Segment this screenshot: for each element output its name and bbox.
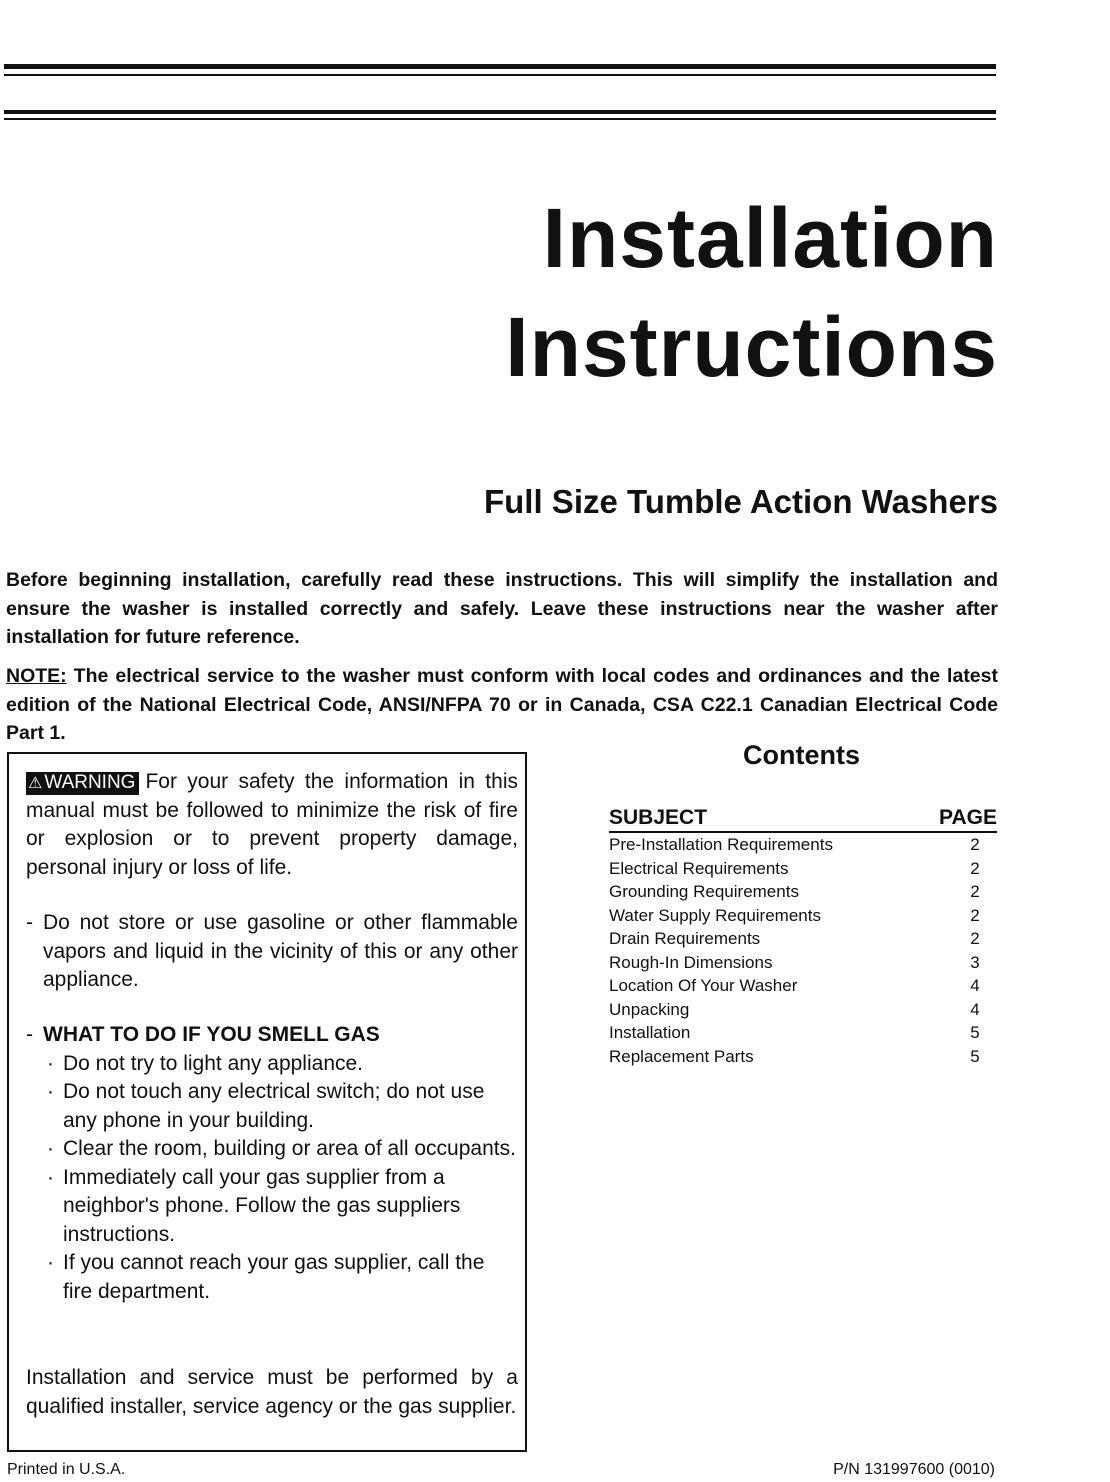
- dash-marker: -: [26, 1023, 33, 1046]
- contents-title: Contents: [743, 740, 860, 770]
- gas-smell-list: [26, 1050, 518, 1307]
- header-rule-lower-thin: [4, 118, 996, 120]
- page-title-line1: Installation: [542, 191, 998, 285]
- table-row: Pre-Installation Requirements 2: [609, 835, 980, 854]
- warning-dash-item: [26, 909, 518, 995]
- dash-marker: -: [26, 911, 33, 934]
- bullet-icon: ·: [47, 1080, 54, 1103]
- header-rule-thin: [4, 74, 996, 76]
- contents-table: [609, 805, 997, 1068]
- intro-paragraph: Before beginning installation, carefully read these instructions. This will simplify the installation and ensure the washer is installed correctly and safely. Leave these instructions near the washer after installation for future reference.: [6, 569, 998, 648]
- table-row: Electrical Requirements 2: [609, 858, 980, 878]
- warning-triangle-icon: ⚠: [28, 775, 43, 792]
- list-item: · Clear the room, building or area of all occupants.: [26, 1135, 518, 1164]
- page-header: PAGE: [939, 806, 997, 829]
- printed-in-footer: Printed in U.S.A.: [7, 1461, 126, 1478]
- gas-smell-heading: WHAT TO DO IF YOU SMELL GAS: [43, 1023, 380, 1046]
- warning-footer: Installation and service must be performed by a qualified installer, service agency or the gas supplier.: [26, 1366, 518, 1418]
- bullet-icon: ·: [47, 1051, 54, 1075]
- bullet-icon: ·: [47, 1251, 54, 1274]
- bullet-icon: ·: [47, 1165, 54, 1189]
- table-row: Drain Requirements 2: [609, 929, 980, 948]
- warning-badge-label: WARNING: [44, 772, 136, 793]
- table-row: Grounding Requirements 2: [609, 882, 980, 901]
- warning-intro: [26, 768, 518, 882]
- subject-header: SUBJECT: [609, 806, 708, 829]
- warning-dash-text: Do not store or use gasoline or other flammable vapors and liquid in the vicinity of this or any other appliance.: [43, 911, 518, 991]
- part-number-footer: P/N 131997600 (0010): [833, 1461, 995, 1478]
- list-item: · Do not touch any electrical switch; do not use any phone in your building.: [47, 1080, 485, 1132]
- list-item: · Immediately call your gas supplier from a neighbor's phone. Follow the gas suppliers instructions.: [47, 1165, 461, 1246]
- note-text: The electrical service to the washer must conform with local codes and ordinances and the latest edition of the National Electrical Code, ANSI/NFPA 70 or in Canada, CSA C22.1 Canadian Electrical Code Part 1.: [6, 665, 998, 744]
- header-rule-lower: [4, 110, 996, 114]
- warning-box: [7, 752, 527, 1452]
- table-row: Unpacking 4: [609, 999, 980, 1019]
- table-row: Location Of Your Washer 4: [609, 976, 980, 995]
- note-paragraph: [6, 662, 998, 748]
- page-title-line2: Instructions: [505, 300, 998, 394]
- note-label: NOTE:: [6, 665, 67, 687]
- table-row: Water Supply Requirements 2: [609, 905, 980, 925]
- table-row: Installation 5: [609, 1023, 980, 1042]
- list-item: · Do not try to light any appliance.: [26, 1050, 518, 1079]
- contents-header-row: [609, 805, 997, 833]
- table-row: Rough-In Dimensions 3: [609, 952, 980, 972]
- list-item: · If you cannot reach your gas supplier, call the fire department.: [47, 1251, 485, 1303]
- table-row: Replacement Parts 5: [609, 1046, 980, 1066]
- bullet-icon: ·: [47, 1137, 54, 1160]
- warning-badge: [26, 772, 139, 795]
- warning-intro-text: For your safety the information in this manual must be followed to minimize the risk of fire or explosion or to prevent property damage, personal injury or loss of life.: [26, 770, 518, 879]
- header-rule-thick: [4, 64, 996, 69]
- gas-smell-section: [26, 1021, 518, 1306]
- page-subtitle: Full Size Tumble Action Washers: [483, 483, 998, 520]
